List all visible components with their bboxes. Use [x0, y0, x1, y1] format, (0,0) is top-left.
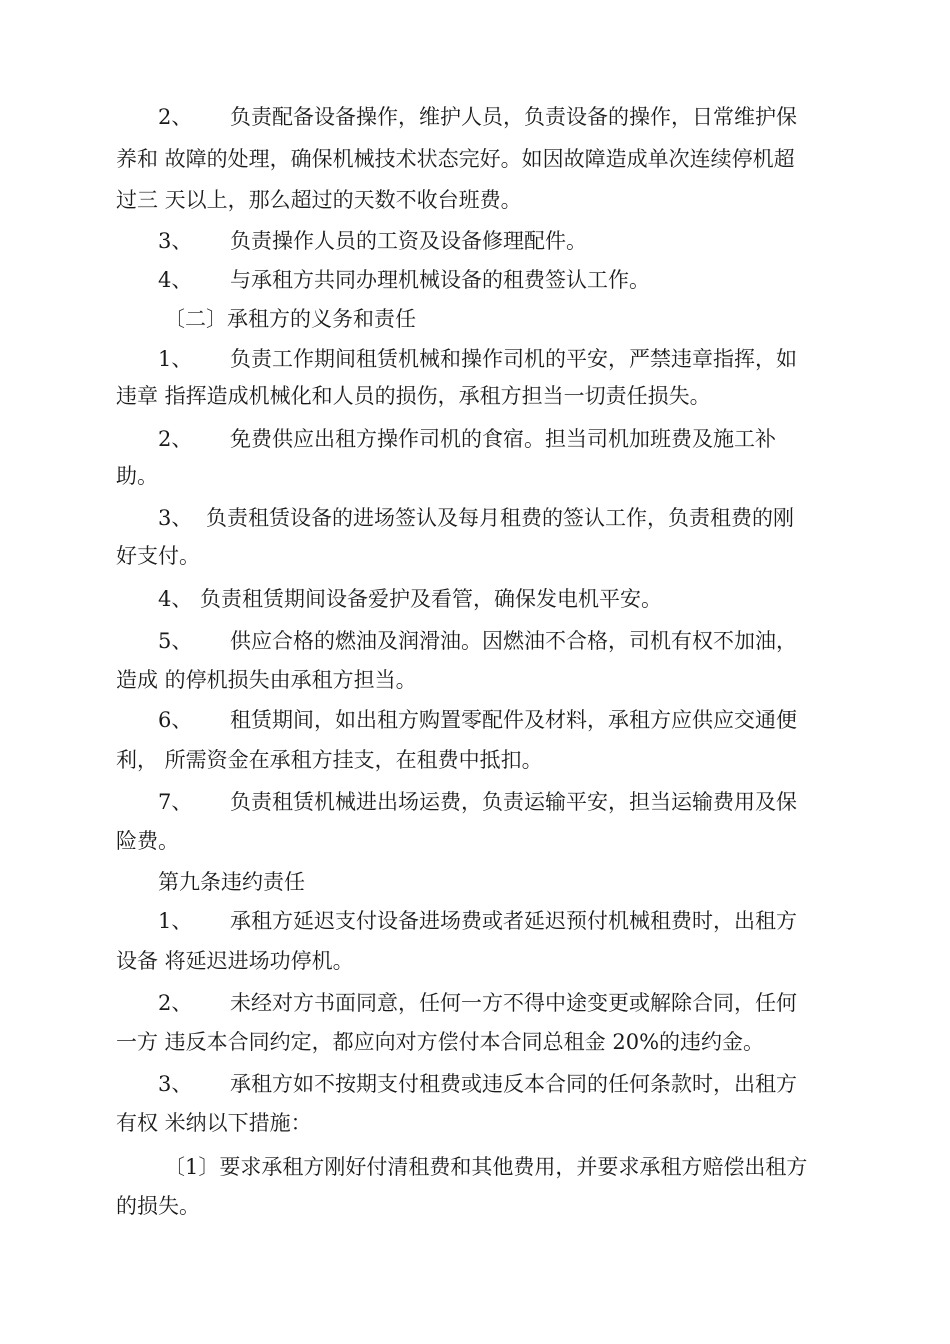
paragraph-line: 助。 — [116, 464, 158, 488]
paragraph-line: 有权 米纳以下措施： — [116, 1111, 312, 1135]
paragraph-line: 养和 故障的处理，确保机械技术状态完好。如因故障造成单次连续停机超 — [116, 147, 795, 171]
paragraph-text: 承租方如不按期支付租费或违反本合同的任何条款时，出租方 — [230, 1072, 797, 1096]
paragraph-text: 〔1〕要求承租方刚好付清租费和其他费用，并要求承租方赔偿出租方 — [164, 1155, 808, 1179]
lessee-item-6 — [0, 705, 950, 735]
item-number: 1、 — [158, 347, 193, 371]
paragraph-text: 未经对方书面同意，任何一方不得中途变更或解除合同，任何 — [230, 991, 797, 1015]
paragraph-line: 的损失。 — [116, 1194, 200, 1218]
paragraph-text: 承租方延迟支付设备进场费或者延迟预付机械租费时，出租方 — [230, 909, 797, 933]
paragraph-line: 险费。 — [116, 829, 179, 853]
article-9-item-2 — [0, 988, 950, 1018]
paragraph-line: 好支付。 — [116, 544, 200, 568]
paragraph-line: 过三 天以上，那么超过的天数不收台班费。 — [116, 188, 522, 212]
item-number: 4、 — [158, 268, 193, 292]
lessor-item-4 — [0, 265, 950, 295]
item-number: 3、 — [158, 229, 193, 253]
section-heading-lessee: 〔二〕承租方的义务和责任 — [164, 307, 416, 331]
paragraph-line: 利， 所需资金在承租方挂支，在租费中抵扣。 — [116, 748, 543, 772]
item-number: 3、 — [158, 506, 193, 530]
lessee-item-5 — [0, 626, 950, 656]
paragraph-text: 供应合格的燃油及润滑油。因燃油不合格，司机有权不加油， — [230, 629, 797, 653]
lessee-item-4 — [0, 584, 950, 614]
lessor-item-2 — [0, 102, 950, 132]
lessor-item-3 — [0, 226, 950, 256]
item-number: 5、 — [158, 629, 193, 653]
paragraph-line: 设备 将延迟进场功停机。 — [116, 949, 354, 973]
lessee-item-3 — [0, 503, 950, 533]
paragraph-text: 负责租赁机械进出场运费，负责运输平安，担当运输费用及保 — [230, 790, 797, 814]
paragraph-text: 租赁期间，如出租方购置零配件及材料，承租方应供应交通便 — [230, 708, 797, 732]
paragraph-text: 负责操作人员的工资及设备修理配件。 — [230, 229, 587, 253]
article-9-item-1 — [0, 906, 950, 936]
item-number: 4、 — [158, 587, 193, 611]
measure-1 — [0, 1152, 950, 1182]
paragraph-text: 负责租赁期间设备爱护及看管，确保发电机平安。 — [200, 587, 662, 611]
item-number: 1、 — [158, 909, 193, 933]
item-number: 2、 — [158, 991, 193, 1015]
paragraph-line: 一方 违反本合同约定，都应向对方偿付本合同总租金 20%的违约金。 — [116, 1030, 765, 1054]
lessee-item-1 — [0, 344, 950, 374]
lessee-item-2 — [0, 424, 950, 454]
paragraph-text: 负责租赁设备的进场签认及每月租费的签认工作，负责租费的刚 — [206, 506, 794, 530]
article-9-heading: 第九条违约责任 — [158, 870, 305, 894]
paragraph-text: 免费供应出租方操作司机的食宿。担当司机加班费及施工补 — [230, 427, 776, 451]
paragraph-line: 造成 的停机损失由承租方担当。 — [116, 668, 417, 692]
item-number: 3、 — [158, 1072, 193, 1096]
paragraph-text: 负责配备设备操作，维护人员，负责设备的操作，日常维护保 — [230, 105, 797, 129]
article-9-item-3 — [0, 1069, 950, 1099]
item-number: 6、 — [158, 708, 193, 732]
item-number: 2、 — [158, 105, 193, 129]
lessee-item-7 — [0, 787, 950, 817]
paragraph-text: 负责工作期间租赁机械和操作司机的平安，严禁违章指挥，如 — [230, 347, 797, 371]
paragraph-text: 与承租方共同办理机械设备的租费签认工作。 — [230, 268, 650, 292]
item-number: 2、 — [158, 427, 193, 451]
paragraph-line: 违章 指挥造成机械化和人员的损伤，承租方担当一切责任损失。 — [116, 384, 711, 408]
item-number: 7、 — [158, 790, 193, 814]
